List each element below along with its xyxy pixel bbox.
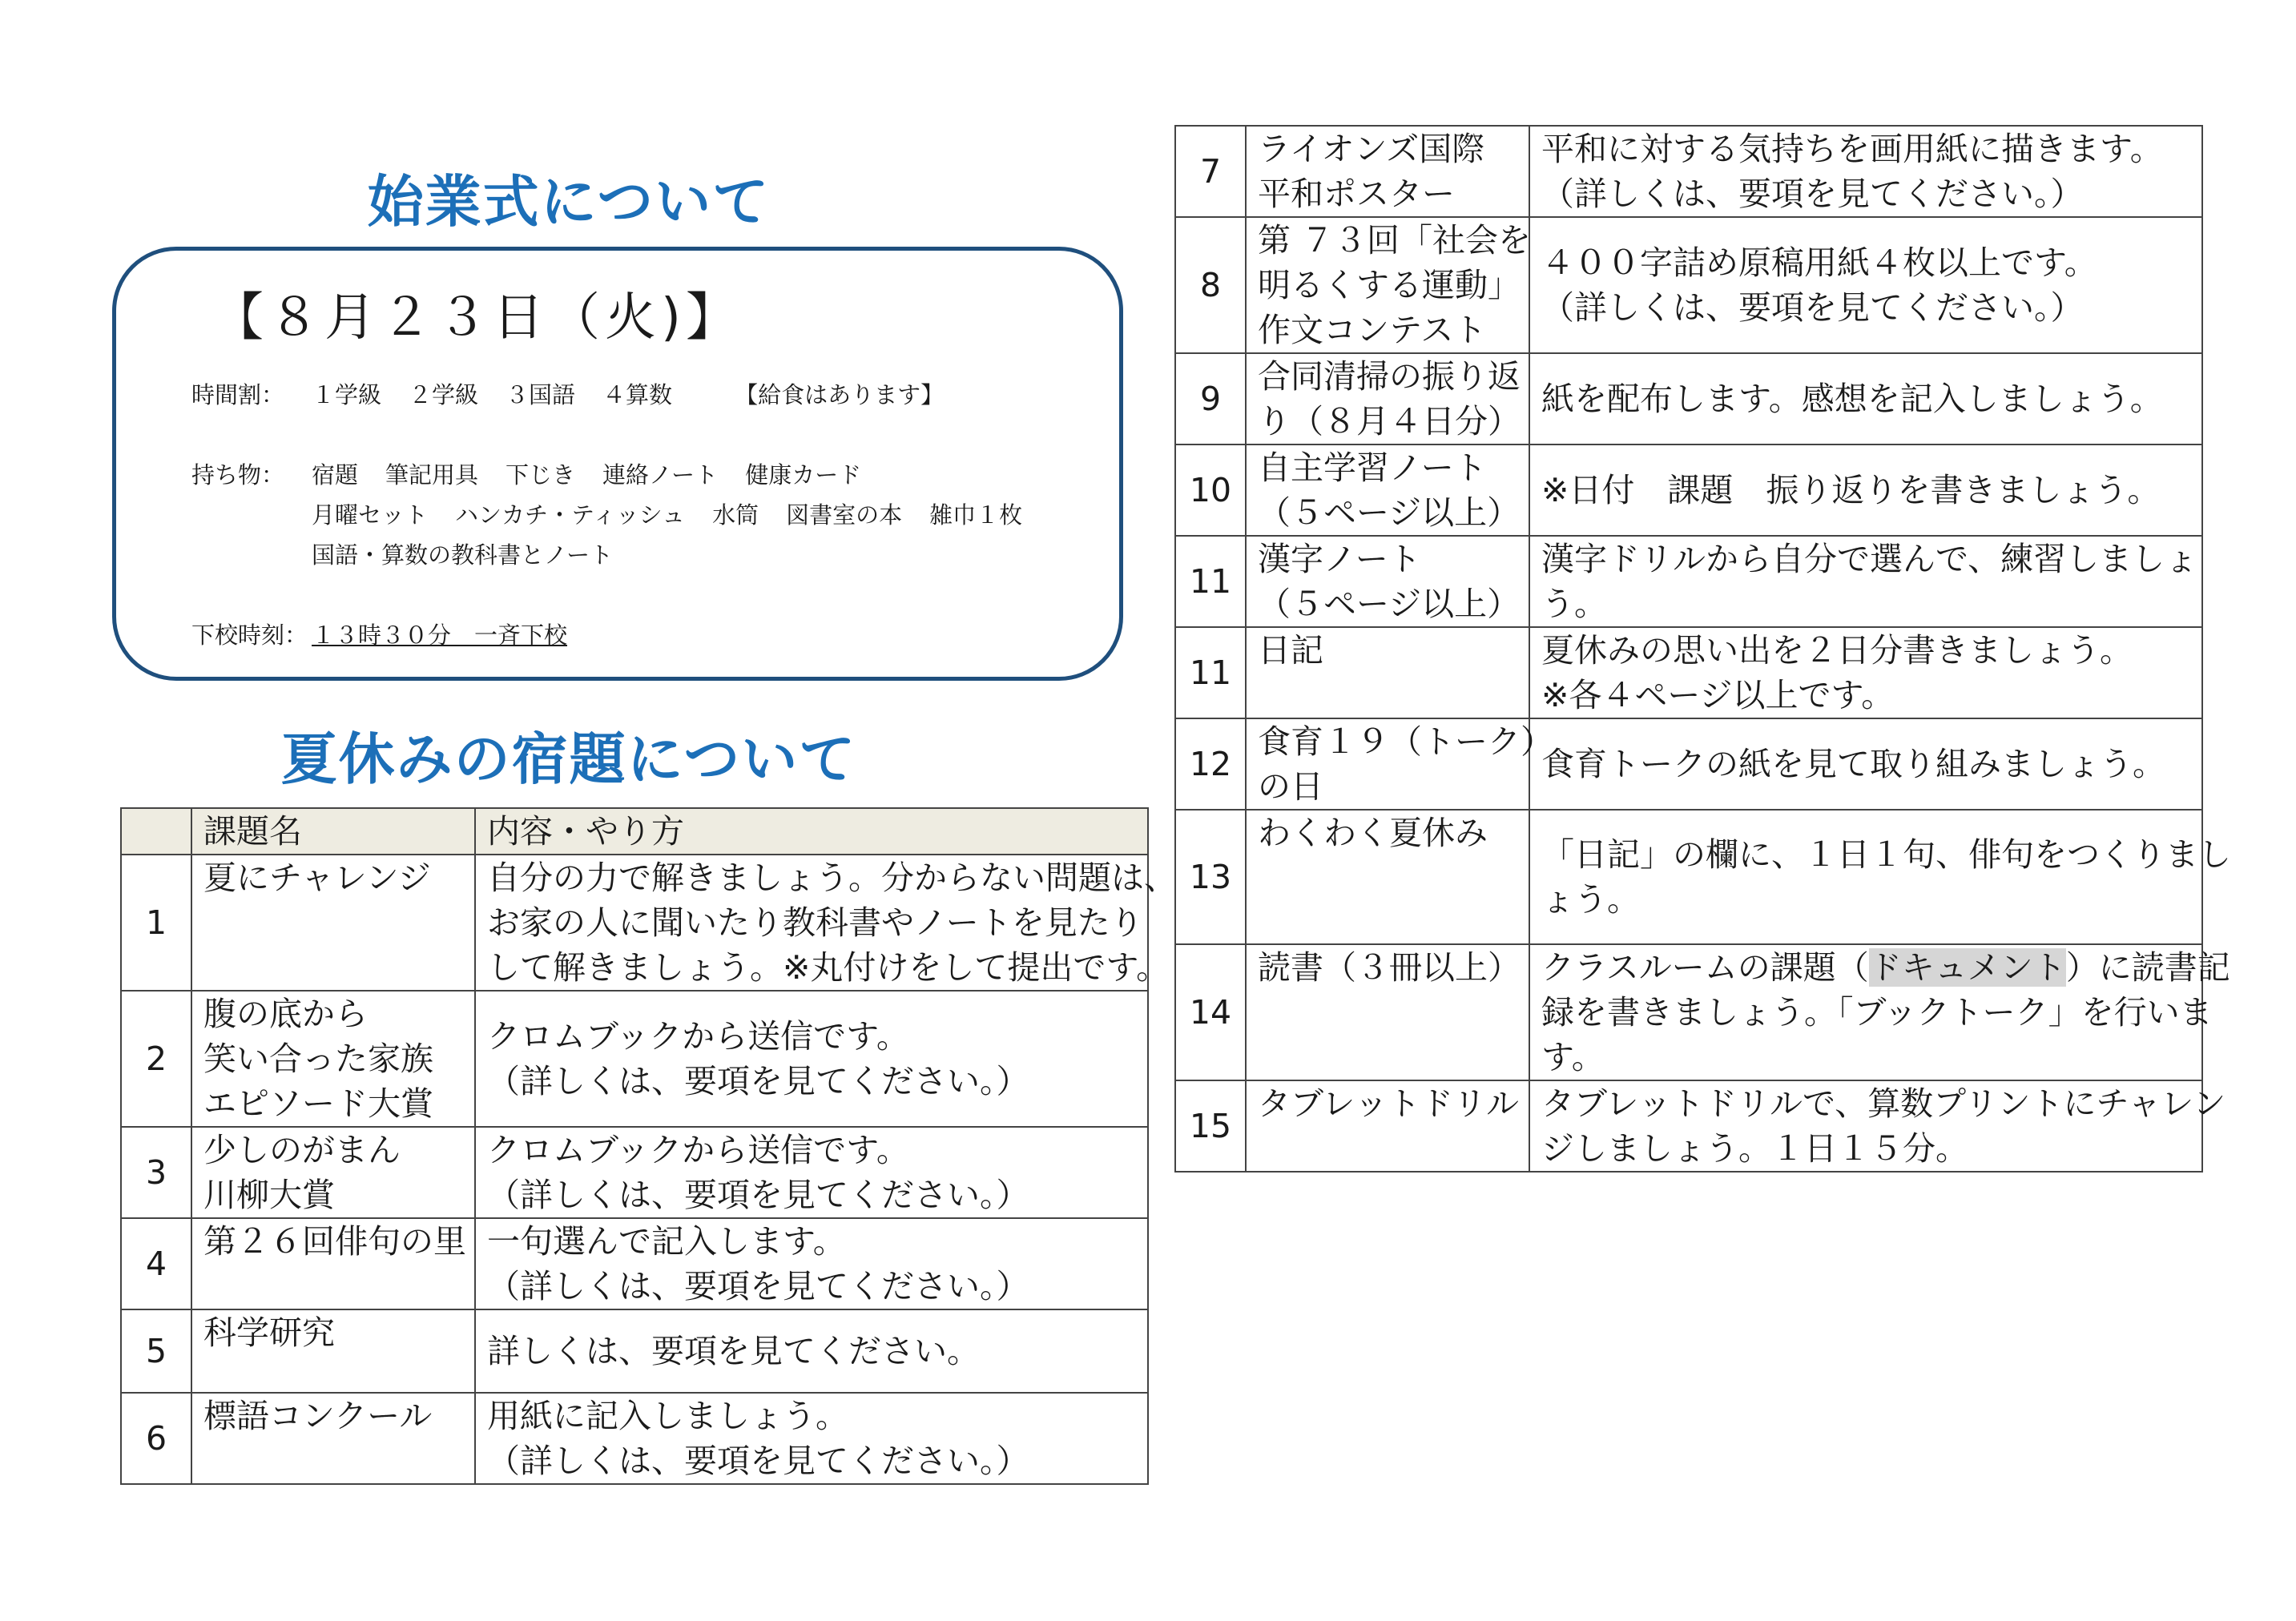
task-name-line: 自主学習ノート [1258, 448, 1487, 487]
table-row [121, 1309, 1148, 1393]
row-number: 5 [121, 1309, 191, 1393]
table-row [1175, 718, 2202, 810]
task-content-line: クロムブックから送信です。 [487, 1017, 909, 1056]
task-content-line: ※日付 課題 振り返りを書きましょう。 [1541, 471, 2161, 509]
task-name-line: 川柳大賞 [203, 1176, 335, 1214]
task-content-cell [1529, 718, 2202, 810]
task-content-line: ジしましょう。１日１５分。 [1541, 1129, 1968, 1168]
task-content-line: 詳しくは、要項を見てください。 [487, 1332, 980, 1370]
row-number: 3 [121, 1127, 191, 1218]
task-content-cell [1529, 444, 2202, 536]
task-name-line: 標語コンクール [203, 1397, 433, 1435]
items-label: 持ち物： [191, 461, 285, 489]
task-content-line: 自分の力で解きましょう。分からない問題は、 [487, 859, 1177, 897]
task-name-cell [191, 1218, 475, 1309]
highlighted-text: ドキュメント [1868, 948, 2066, 987]
task-name-line: の日 [1258, 767, 1323, 806]
task-name-line: わくわく夏休み [1258, 814, 1488, 852]
task-name-line: 第２６回俳句の里 [203, 1222, 466, 1261]
table-row [1175, 353, 2202, 444]
task-content-cell [1529, 1080, 2226, 1172]
row-number: 2 [121, 991, 191, 1127]
table-row [1175, 126, 2202, 217]
schedule-item: ２学級 [409, 381, 479, 408]
task-content-line: タブレットドリルで、算数プリントにチャレン [1541, 1084, 2226, 1123]
task-content-line: （詳しくは、要項を見てください。） [1541, 175, 2084, 213]
section-title-summer-homework: 夏休みの宿題について [280, 726, 857, 792]
task-content-cell [1529, 944, 2230, 1080]
task-name-cell [1246, 627, 1529, 718]
row-number: 11 [1175, 536, 1246, 627]
item: 図書室の本 [786, 501, 903, 529]
task-name-line: 腹の底から [203, 995, 368, 1033]
table-header-row [121, 808, 1148, 855]
row-number: 11 [1175, 627, 1246, 718]
task-content-cell [1529, 810, 2231, 944]
table-row [1175, 1080, 2202, 1172]
row-number: 14 [1175, 944, 1246, 1080]
ceremony-date: 【８月２３日（火)】 [212, 288, 742, 348]
task-content-cell [1529, 536, 2202, 627]
table-row [1175, 536, 2202, 627]
item: 連絡ノート [602, 461, 719, 489]
task-name-cell [1246, 444, 1529, 536]
table-row [1175, 627, 2202, 718]
item: 健康カード [745, 461, 862, 489]
homework-table-right [1174, 125, 2231, 1173]
row-number: 7 [1175, 126, 1246, 217]
table-row [121, 1393, 1148, 1484]
task-content-line: 用紙に記入しましょう。 [487, 1397, 848, 1435]
table-row [1175, 217, 2202, 353]
task-content-line: （詳しくは、要項を見てください。） [1541, 288, 2084, 327]
task-content-line: （詳しくは、要項を見てください。） [487, 1267, 1029, 1305]
task-content-line: 紙を配布します。感想を記入しましょう。 [1541, 380, 2163, 418]
task-name-line: 第 ７３回「社会を [1258, 221, 1532, 259]
header-task-name: 課題名 [191, 808, 475, 855]
task-content-line: ※各４ページ以上です。 [1541, 676, 1895, 714]
item: 宿題 [312, 461, 359, 489]
task-content-cell [1529, 353, 2202, 444]
task-name-line: 少しのがまん [203, 1131, 401, 1169]
row-number: 6 [121, 1393, 191, 1484]
row-number: 1 [121, 855, 191, 991]
opening-ceremony-info-box [112, 247, 1123, 681]
schedule-label: 時間割： [191, 381, 285, 408]
task-name-cell [1246, 353, 1529, 444]
task-content-line: クロムブックから送信です。 [487, 1131, 909, 1169]
task-name-line: 平和ポスター [1258, 175, 1455, 213]
task-content-cell [1529, 627, 2202, 718]
schedule-item: ３国語 [506, 381, 576, 408]
task-content-line: 漢字ドリルから自分で選んで、練習しましょ [1541, 540, 2198, 578]
schedule-item: １学級 [312, 381, 382, 408]
task-name-line: タブレットドリル [1258, 1084, 1519, 1123]
task-content-line: （詳しくは、要項を見てください。） [487, 1062, 1029, 1100]
task-name-line: 読書（３冊以上） [1258, 948, 1521, 987]
items-row-1 [191, 457, 888, 490]
task-content-cell [475, 1309, 1148, 1393]
lunch-note: 【給食はあります】 [735, 381, 945, 408]
task-name-cell [1246, 217, 1532, 353]
table-row [121, 1127, 1148, 1218]
task-content-line: 録を書きましょう。「ブックトーク」を行いま [1541, 993, 2213, 1032]
task-name-cell [191, 1393, 475, 1484]
task-content-line: お家の人に聞いたり教科書やノートを見たり [487, 903, 1143, 942]
task-name-cell [1246, 1080, 1529, 1172]
task-content-line: （詳しくは、要項を見てください。） [487, 1176, 1029, 1214]
task-content-line: ょう。 [1541, 880, 1640, 919]
dismissal-time: １３時３０分 一斉下校 [312, 621, 568, 649]
item: 雑巾１枚 [929, 501, 1023, 529]
item: 筆記用具 [385, 461, 479, 489]
task-name-cell [1246, 126, 1529, 217]
dismissal-label: 下校時刻： [191, 621, 308, 649]
task-name-cell [1246, 718, 1553, 810]
task-content-cell [1529, 126, 2202, 217]
item: 国語・算数の教科書とノート [312, 541, 614, 569]
task-content-line: 平和に対する気持ちを画用紙に描きます。 [1541, 130, 2163, 168]
homework-table-left [120, 807, 1177, 1485]
row-number: 10 [1175, 444, 1246, 536]
task-content-line: う。 [1541, 585, 1607, 623]
row-number: 12 [1175, 718, 1246, 810]
table-row [121, 1218, 1148, 1309]
task-content-cell [475, 855, 1177, 991]
task-name-line: エピソード大賞 [203, 1084, 433, 1123]
table-row [121, 855, 1148, 991]
task-name-line: 明るくする運動」 [1258, 266, 1521, 304]
task-content-cell [475, 991, 1148, 1127]
row-number: 4 [121, 1218, 191, 1309]
task-content-cell [475, 1127, 1148, 1218]
task-content-cell [475, 1393, 1148, 1484]
task-name-line: り（８月４日分） [1258, 402, 1521, 440]
task-name-line: ライオンズ国際 [1258, 130, 1485, 168]
row-number: 13 [1175, 810, 1246, 944]
dismissal-row [191, 617, 567, 650]
section-title-opening-ceremony: 始業式について [367, 169, 771, 235]
item: ハンカチ・ティッシュ [455, 501, 686, 529]
item: 水筒 [712, 501, 759, 529]
table-row [121, 991, 1148, 1127]
task-name-line: （５ページ以上） [1258, 585, 1521, 623]
task-name-cell [191, 1127, 475, 1218]
task-content-cell [475, 1218, 1148, 1309]
task-name-line: 漢字ノート [1258, 540, 1421, 578]
table-row [1175, 444, 2202, 536]
schedule-item: ４算数 [602, 381, 673, 408]
items-row-3 [312, 537, 640, 570]
row-number: 15 [1175, 1080, 1246, 1172]
task-name-line: 日記 [1258, 631, 1323, 670]
task-name-cell [1246, 536, 1529, 627]
header-no [121, 808, 191, 855]
task-name-cell [1246, 944, 1529, 1080]
table-row [1175, 944, 2202, 1080]
task-name-cell [1246, 810, 1529, 944]
task-content-line: クラスルームの課題（ドキュメント）に読書記 [1541, 948, 2230, 987]
item: 月曜セット [312, 501, 429, 529]
task-content-cell [1529, 217, 2202, 353]
task-content-line: 一句選んで記入します。 [487, 1222, 846, 1261]
row-number: 8 [1175, 217, 1246, 353]
task-content-line: ４００字詰め原稿用紙４枚以上です。 [1541, 243, 2097, 282]
schedule-row [191, 377, 944, 410]
task-content-line: 「日記」の欄に、１日１句、俳句をつくりまし [1541, 835, 2231, 874]
item: 下じき [506, 461, 576, 489]
task-content-line: す。 [1541, 1038, 1605, 1076]
task-name-line: 笑い合った家族 [203, 1040, 433, 1078]
task-content-line: して解きましょう。※丸付けをして提出です。 [487, 948, 1170, 987]
task-content-line: （詳しくは、要項を見てください。） [487, 1442, 1029, 1480]
task-name-cell [191, 1309, 475, 1393]
task-name-line: 科学研究 [203, 1313, 335, 1352]
task-name-line: 夏にチャレンジ [203, 859, 431, 897]
items-row-2 [312, 497, 1049, 530]
task-name-cell [191, 855, 475, 991]
task-name-line: （５ページ以上） [1258, 493, 1521, 532]
table-row [1175, 810, 2202, 944]
header-content: 内容・やり方 [475, 808, 1148, 855]
task-name-line: 食育１９（トーク） [1258, 722, 1553, 761]
row-number: 9 [1175, 353, 1246, 444]
task-content-line: 食育トークの紙を見て取り組みましょう。 [1541, 745, 2165, 783]
task-name-line: 作文コンテスト [1258, 311, 1487, 349]
task-content-line: 夏休みの思い出を２日分書きましょう。 [1541, 631, 2133, 670]
task-name-cell [191, 991, 475, 1127]
task-name-line: 合同清掃の振り返 [1258, 357, 1521, 396]
